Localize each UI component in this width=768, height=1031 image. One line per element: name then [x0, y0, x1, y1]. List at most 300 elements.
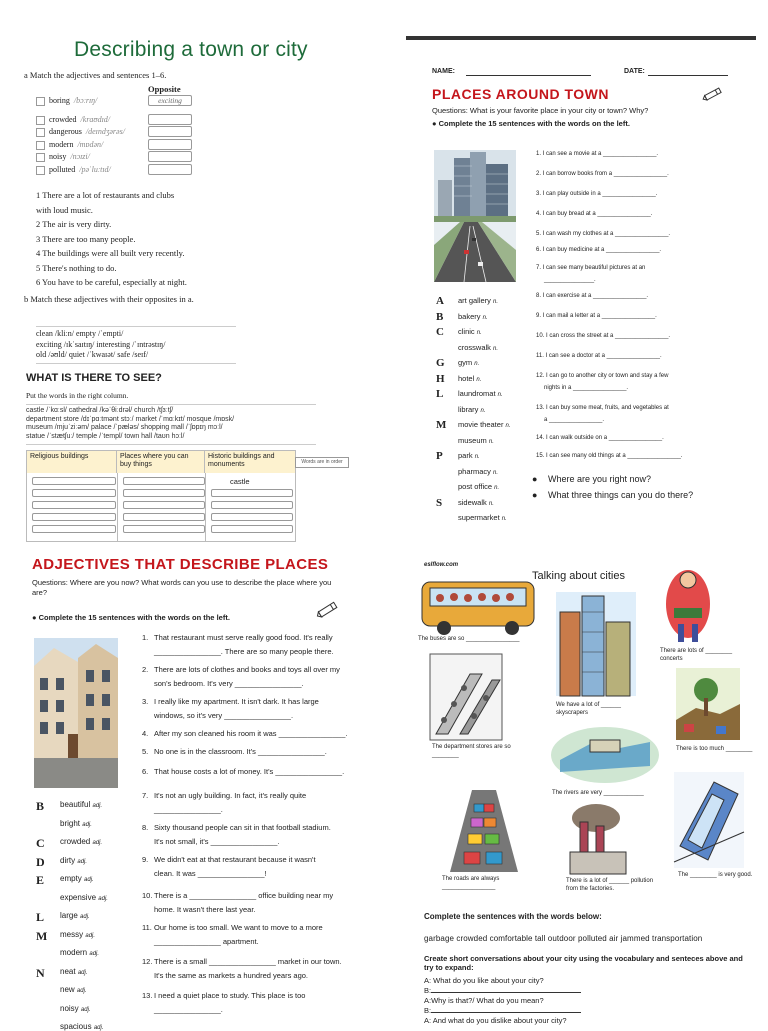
word-option	[458, 513, 507, 522]
word-option	[458, 358, 479, 367]
skyscrapers-illustration	[556, 592, 636, 696]
part-of-speech: adj.	[80, 914, 90, 920]
caption-good: The ________ is very good.	[678, 872, 753, 878]
word-text: bright	[60, 818, 81, 828]
part-of-speech: n.	[493, 299, 499, 305]
word-option	[458, 374, 481, 383]
answer-field[interactable]	[123, 501, 205, 509]
word-text: crosswalk	[458, 342, 491, 352]
opposites-word-box	[36, 326, 236, 364]
letter-marker: B	[36, 799, 45, 813]
word-text: spacious	[60, 1022, 92, 1031]
checkbox[interactable]	[36, 153, 45, 162]
word-text: neat	[60, 966, 76, 976]
word-option	[60, 837, 102, 846]
letter-marker: L	[436, 388, 444, 400]
sentence-text: home. It wasn't there last year.	[154, 905, 256, 914]
word-option	[60, 948, 99, 957]
sentence-number: 4.	[142, 729, 149, 738]
phonetic: /pəˈluːtɪd/	[79, 164, 111, 174]
word-box-line: old /əʊld/ quiet /ˈkwaɪət/ safe /seɪf/	[36, 350, 149, 359]
worksheet-describing-town	[22, 26, 343, 546]
fill-in-sentence	[142, 646, 367, 658]
part-of-speech: n.	[476, 376, 482, 383]
word-text: museum	[458, 435, 487, 445]
fill-in-sentence: nights in a ________________.	[544, 385, 629, 391]
answer-field[interactable]	[123, 489, 205, 497]
worksheet-title: ADJECTIVES THAT DESCRIBE PLACES	[32, 556, 329, 573]
phonetic: /deɪndʒərəs/	[85, 127, 125, 136]
word-text: gym	[458, 358, 473, 367]
word-text: crowded	[60, 837, 91, 846]
adjective-word	[49, 96, 97, 105]
letter-marker: D	[36, 854, 45, 869]
adjective-text: crowded	[49, 114, 77, 124]
department-store-illustration	[430, 654, 502, 740]
word-option	[458, 389, 503, 398]
fill-in-sentence	[142, 904, 367, 916]
fill-in-sentence	[142, 868, 367, 880]
part-of-speech: adj.	[84, 877, 94, 883]
fill-in-sentence	[142, 970, 367, 982]
places-word-box	[26, 404, 316, 445]
part-of-speech: adj.	[89, 951, 100, 957]
letter-marker: H	[436, 372, 445, 385]
part-of-speech: adj.	[82, 821, 92, 828]
brand-logo-text: eslflow.com	[424, 562, 459, 568]
word-bank: garbage crowded comfortable tall outdoor polluted air jammed transportation	[424, 934, 703, 943]
word-option	[60, 1004, 91, 1013]
sentence-text: ________________. There are so many people there.	[154, 647, 334, 656]
adjective-text: noisy	[49, 152, 67, 161]
word-text: supermarket	[458, 513, 500, 522]
fill-in-sentence: 15. I can see many old things at a ________________.	[536, 453, 683, 459]
adjective-row	[36, 127, 206, 139]
part-of-speech: n.	[494, 485, 500, 491]
sentence-text: We didn't eat at that restaurant because it wasn't	[154, 855, 316, 864]
worksheet-title: Describing a town or city	[74, 38, 308, 61]
traffic-jam-illustration	[450, 790, 518, 872]
sentence-number: 9.	[142, 855, 149, 864]
answer-field[interactable]	[211, 513, 293, 521]
fill-in-sentence	[142, 790, 367, 802]
column-header-religious: Religious buildings	[27, 451, 117, 473]
adjective-row	[36, 115, 206, 127]
word-text: pharmacy	[458, 466, 491, 476]
word-option	[458, 451, 480, 460]
fill-in-sentence	[142, 822, 367, 834]
fill-in-sentence: 6. I can buy medicine at a ________________.	[536, 247, 662, 253]
sentence-text: It's the same as markets a hundred years ago.	[154, 971, 309, 980]
sentence-text: I really like my apartment. It isn't dark. It has large	[154, 697, 319, 706]
word-option	[458, 343, 498, 352]
fill-in-sentence	[142, 956, 367, 968]
adjective-row	[36, 152, 206, 164]
sentence-text: There is a small ________________ market in our town.	[154, 957, 342, 966]
concert-illustration	[660, 564, 716, 646]
date-field[interactable]	[648, 75, 728, 76]
word-text: modern	[60, 948, 88, 957]
word-option	[60, 819, 92, 828]
fill-in-sentence	[142, 710, 367, 722]
adjective-word	[49, 127, 125, 136]
fill-in-sentence: 5. I can wash my clothes at a ________________.	[536, 231, 671, 237]
fill-in-sentence: 7. I can see many beautiful pictures at an	[536, 265, 646, 271]
sentence-number: 13.	[142, 991, 153, 1000]
sentence-text: Our home is too small. We want to move to a more	[154, 923, 323, 932]
discussion-question: Questions: Where are you now? What words can you use to describe the place where you are?	[32, 578, 332, 597]
fill-in-sentence	[142, 936, 367, 948]
part-of-speech: adj.	[85, 932, 96, 939]
sentence-text: I need a quiet place to study. This place is too	[154, 991, 306, 1000]
adjective-text: modern	[49, 139, 74, 149]
word-text: large	[60, 911, 78, 920]
sentence-text: ________________.	[154, 1005, 223, 1014]
section-heading: WHAT IS THERE TO SEE?	[26, 372, 162, 384]
caption-department-stores: The department stores are so ________	[432, 744, 511, 758]
opposite-answer-box[interactable]	[148, 139, 192, 150]
top-rule	[406, 36, 756, 40]
conversation-instruction: Create short conversations about your city using the vocabulary and senteces above and try to expand:	[424, 954, 743, 972]
sentence-number: 8.	[142, 823, 149, 832]
sentence-text: There are lots of clothes and books and toys all over my	[154, 665, 340, 674]
sentence-text: clean. It was ________________!	[154, 869, 267, 878]
fill-in-sentence	[142, 746, 367, 758]
word-text: bakery	[458, 311, 481, 321]
answer-field[interactable]	[123, 513, 205, 521]
phonetic: /nɔɪzi/	[70, 152, 90, 161]
train-illustration	[674, 772, 744, 868]
word-box-line: castle /ˈkɑːsl/ cathedral /kəˈθiːdrəl/ church /tʃɜːtʃ/	[26, 407, 174, 414]
word-text: movie theater	[458, 420, 504, 429]
sentence-number: 5.	[142, 747, 149, 756]
part-of-speech: adj.	[77, 969, 88, 976]
sentence-text: That restaurant must serve really good food. It's really	[154, 633, 333, 642]
sentence-text: It's not small, it's ________________.	[154, 837, 280, 846]
sentence-number: 6.	[142, 767, 149, 776]
word-text: clinic	[458, 327, 475, 336]
opposite-answer-box[interactable]: exciting	[148, 95, 192, 106]
fill-in-sentence	[142, 664, 367, 676]
part-of-speech: n.	[480, 407, 486, 414]
adjective-row	[36, 165, 206, 177]
column-instruction: Put the words in the right column.	[26, 391, 129, 400]
sentence-number: 11.	[142, 923, 152, 932]
word-option	[60, 800, 102, 809]
word-text: park	[458, 451, 473, 460]
fill-in-sentence: 3. I can play outside in a ________________.	[536, 191, 658, 197]
word-text: post office	[458, 482, 493, 491]
word-option	[458, 436, 494, 445]
word-option	[60, 985, 87, 994]
dialogue-line: B:	[424, 1006, 581, 1015]
worksheet-title: Talking about cities	[532, 570, 625, 582]
letter-marker: C	[436, 326, 444, 338]
adjective-word	[49, 115, 110, 124]
word-text: messy	[60, 929, 84, 939]
answer-field[interactable]	[32, 477, 116, 485]
fill-in-sentence	[142, 696, 367, 708]
river-illustration	[550, 726, 660, 784]
word-option	[458, 498, 494, 507]
adjective-word	[49, 140, 103, 149]
sentence-number: 12.	[142, 957, 153, 966]
garbage-illustration	[676, 668, 740, 740]
fill-in-sentence	[142, 836, 367, 848]
fill-in-sentence: 1. I can see a movie at a ________________.	[536, 151, 659, 157]
opposite-answer-box[interactable]	[148, 126, 192, 137]
letter-marker: C	[36, 836, 45, 850]
fill-in-sentence	[142, 1004, 367, 1016]
word-text: empty	[60, 874, 82, 883]
adjective-word	[49, 152, 90, 161]
fill-in-sentence	[142, 890, 367, 902]
worksheet-adjectives-places	[26, 556, 382, 1031]
sentence-text: It's not an ugly building. In fact, it's really quite	[154, 791, 307, 800]
sentence-text: son's bedroom. It's very ________________.	[154, 679, 304, 688]
word-box-line: statue /ˈstætʃuː/ temple /ˈtempl/ town hall /taʊn hɔːl/	[26, 433, 185, 441]
worksheet-places-around-town	[406, 30, 756, 530]
checkbox[interactable]	[36, 97, 45, 106]
word-box-line: museum /mjuˈziːəm/ palace /ˈpæləs/ shopping mall /ˈʃɒpɪŋ mɔːl/	[26, 424, 223, 432]
part-of-speech: adj.	[93, 1025, 104, 1031]
answer-field[interactable]	[32, 489, 116, 497]
dialogue-line: B:	[424, 986, 581, 995]
worksheet-talking-about-cities	[416, 562, 766, 1024]
fill-in-sentence: 2. I can borrow books from a ________________.	[536, 171, 669, 177]
adjective-text: boring	[49, 96, 70, 105]
opposite-answer-box[interactable]	[148, 114, 192, 125]
pencil-icon	[316, 600, 342, 620]
letter-marker: M	[36, 928, 48, 943]
fill-in-sentence: 11. I can see a doctor at a ________________.	[536, 353, 662, 359]
complete-instruction: Complete the sentences with the words below:	[424, 912, 602, 921]
word-text: noisy	[60, 1003, 79, 1013]
word-option	[60, 856, 87, 865]
date-label: DATE:	[624, 68, 645, 75]
part-of-speech: n.	[501, 516, 507, 522]
answer-field[interactable]	[211, 489, 293, 497]
caption-roads: The roads are always ________________	[442, 876, 500, 890]
column-header-historic: Historic buildings and monuments	[205, 451, 295, 473]
fill-in-sentence	[142, 804, 367, 816]
letter-marker: M	[436, 419, 447, 431]
discussion-question: Questions: What is your favorite place in your city or town? Why?	[432, 106, 649, 115]
fill-in-sentence	[142, 728, 367, 740]
checkbox[interactable]	[36, 141, 45, 150]
part-of-speech: n.	[488, 500, 494, 507]
crowded-bus-illustration	[418, 576, 538, 638]
answer-field[interactable]	[32, 513, 116, 521]
word-text: new	[60, 985, 75, 994]
checkbox[interactable]	[36, 128, 45, 137]
part-of-speech: n.	[474, 454, 480, 460]
checkbox[interactable]	[36, 166, 45, 175]
sentence-number: 2.	[142, 665, 149, 674]
adjective-row	[36, 96, 206, 108]
word-text: expensive	[60, 892, 97, 902]
fill-in-sentence: 12. I can go to another city or town and stay a few	[536, 373, 669, 379]
caption-concerts: There are lots of ________ concerts	[660, 648, 733, 662]
question-text: Where are you right now?	[548, 474, 652, 484]
part-of-speech: n.	[488, 438, 494, 445]
name-label: NAME:	[432, 68, 455, 75]
sentence-number: 10.	[142, 891, 153, 900]
word-box-line: exciting /ɪkˈsaɪtɪŋ/ interesting /ˈɪntrəstɪŋ/	[36, 339, 166, 349]
fill-in-sentence	[142, 632, 367, 644]
word-text: dirty	[60, 855, 76, 865]
word-option	[458, 420, 511, 429]
checkbox[interactable]	[36, 116, 45, 125]
letter-marker: N	[36, 965, 45, 980]
word-option	[60, 930, 95, 939]
words-in-order-box: Words are in order	[295, 457, 349, 468]
part-of-speech: adj.	[76, 988, 87, 994]
phonetic: /bɔːrɪŋ/	[73, 96, 98, 105]
sentence-text: ________________.	[154, 805, 223, 814]
fill-in-sentence: 10. I can cross the street at a ________________.	[536, 333, 671, 339]
sentence-number: 7.	[142, 791, 149, 800]
sorting-table	[26, 450, 296, 542]
opposite-answer-box[interactable]	[148, 151, 192, 162]
adjective-word	[49, 165, 111, 174]
worksheet-title: PLACES AROUND TOWN	[432, 86, 609, 102]
caption-pollution: There is a lot of ______ pollution from the factories.	[566, 878, 654, 892]
sentence-number: 3.	[142, 697, 149, 706]
part-of-speech: n.	[505, 423, 511, 429]
part-of-speech: adj.	[80, 1006, 91, 1013]
sentence-text: ________________ apartment.	[154, 937, 259, 946]
word-text: hotel	[458, 373, 475, 383]
answer-field[interactable]	[211, 501, 293, 509]
part-of-speech: adj.	[98, 895, 108, 902]
numbered-sentence: 5 There's nothing to do.	[36, 262, 117, 273]
word-text: sidewalk	[458, 497, 487, 507]
fill-in-sentence	[142, 854, 367, 866]
part-of-speech: n.	[482, 314, 488, 321]
part-of-speech: n.	[493, 345, 499, 352]
letter-marker: A	[436, 295, 444, 307]
fill-in-sentence: 13. I can buy some meat, fruits, and vegetables at	[536, 405, 669, 411]
fill-in-sentence	[142, 922, 367, 934]
fill-in-sentence: 9. I can mail a letter at a ________________.	[536, 313, 657, 319]
fill-in-sentence: 4. I can buy bread at a ________________.	[536, 211, 653, 217]
word-option	[60, 967, 88, 976]
instruction: ● Complete the 15 sentences with the words on the left.	[32, 613, 230, 622]
letter-marker: B	[436, 310, 444, 323]
answer-field[interactable]	[32, 501, 116, 509]
phonetic: /mɒdən/	[77, 139, 104, 149]
part-of-speech: adj.	[92, 803, 103, 809]
sentence-text: There is a ________________ office building near my	[154, 891, 334, 900]
word-option	[458, 467, 498, 476]
numbered-sentence: 3 There are too many people.	[36, 233, 136, 244]
numbered-sentence: 1 There are a lot of restaurants and clubs	[36, 190, 175, 200]
houses-photo	[34, 638, 118, 788]
sentence-text: After my son cleaned his room it was ________________.	[154, 729, 348, 738]
part-of-speech: adj.	[77, 858, 88, 865]
fill-in-sentence: _______________.	[544, 277, 596, 283]
sentence-text: windows, so it's very ________________.	[154, 711, 294, 720]
opposite-header: Opposite	[148, 84, 181, 94]
fill-in-sentence	[142, 678, 367, 690]
part-of-speech: n.	[476, 330, 482, 336]
bullet-question: ● What three things can you do there?	[532, 490, 694, 500]
word-option	[458, 327, 482, 336]
column-header-shopping: Places where you can buy things	[117, 451, 205, 473]
word-option	[60, 1022, 104, 1031]
numbered-sentence: 4 The buildings were all built very recently.	[36, 248, 185, 258]
word-option	[60, 893, 108, 902]
adjective-text: dangerous	[49, 127, 82, 136]
dialogue-line: A:Why is that?/ What do you mean?	[424, 996, 544, 1005]
answer-field[interactable]	[211, 525, 293, 533]
fill-in-sentence: a ________________.	[544, 417, 605, 423]
word-text: library	[458, 404, 479, 414]
caption-too-much: There is too much ________	[676, 746, 753, 752]
letter-marker: E	[36, 873, 45, 887]
fill-in-sentence	[142, 990, 367, 1002]
numbered-sentence: 6 You have to be careful, especially at night.	[36, 277, 187, 287]
pencil-icon	[702, 86, 726, 102]
answer-field[interactable]	[123, 525, 205, 533]
fill-in-sentence	[142, 766, 367, 778]
letter-marker: L	[36, 910, 45, 924]
word-text: beautiful	[60, 800, 91, 809]
answer-field[interactable]	[32, 525, 116, 533]
caption-buses: The buses are so ________________	[418, 636, 520, 642]
dialogue-line: A: What do you like about your city?	[424, 976, 544, 985]
adjective-text: polluted	[49, 164, 76, 174]
word-box-line: clean /kliːn/ empty /ˈempti/	[36, 329, 124, 338]
phonetic: /kraʊdɪd/	[80, 114, 110, 124]
part-of-speech: n.	[474, 361, 480, 367]
question-text: What three things can you do there?	[548, 490, 694, 500]
name-field[interactable]	[466, 75, 591, 76]
word-option	[458, 312, 488, 321]
opposite-answer-box[interactable]	[148, 164, 192, 175]
sentence-text: Sixty thousand people can sit in that football stadium.	[154, 823, 331, 832]
sentence-text: No one is in the classroom. It's ________________.	[154, 747, 327, 756]
city-street-photo	[434, 150, 516, 282]
word-option	[60, 874, 94, 883]
word-text: art gallery	[458, 296, 491, 305]
instruction: ● Complete the 15 sentences with the words on the left.	[432, 119, 630, 128]
word-box-line: department store /dɪˈpɑːtmənt stɔː/ market /ˈmɑːkɪt/ mosque /mɒsk/	[26, 415, 235, 423]
word-option	[458, 482, 499, 491]
letter-marker: S	[436, 496, 443, 509]
fill-in-sentence: 14. I can walk outside on a ________________.	[536, 435, 664, 441]
numbered-sentence: 2 The air is very dirty.	[36, 219, 112, 229]
dialogue-line: A: And what do you dislike about your city?	[424, 1016, 567, 1025]
answer-field[interactable]	[123, 477, 205, 485]
bullet-question: ● Where are you right now?	[532, 474, 652, 484]
part-of-speech: n.	[497, 392, 503, 398]
factory-pollution-illustration	[566, 802, 630, 874]
word-text: laundromat	[458, 389, 496, 398]
section-b-instruction: b Match these adjectives with their opposites in a.	[24, 294, 194, 304]
letter-marker: G	[436, 357, 445, 369]
section-a-instruction: a Match the adjectives and sentences 1–6.	[24, 70, 167, 80]
part-of-speech: n.	[493, 469, 499, 476]
numbered-sentence: with loud music.	[36, 204, 93, 215]
word-option	[60, 911, 90, 920]
adjective-row	[36, 140, 206, 152]
letter-marker: P	[436, 450, 443, 462]
sentence-text: That house costs a lot of money. It's ________________.	[154, 767, 345, 776]
word-option	[458, 296, 498, 305]
sentence-number: 1.	[142, 633, 149, 642]
